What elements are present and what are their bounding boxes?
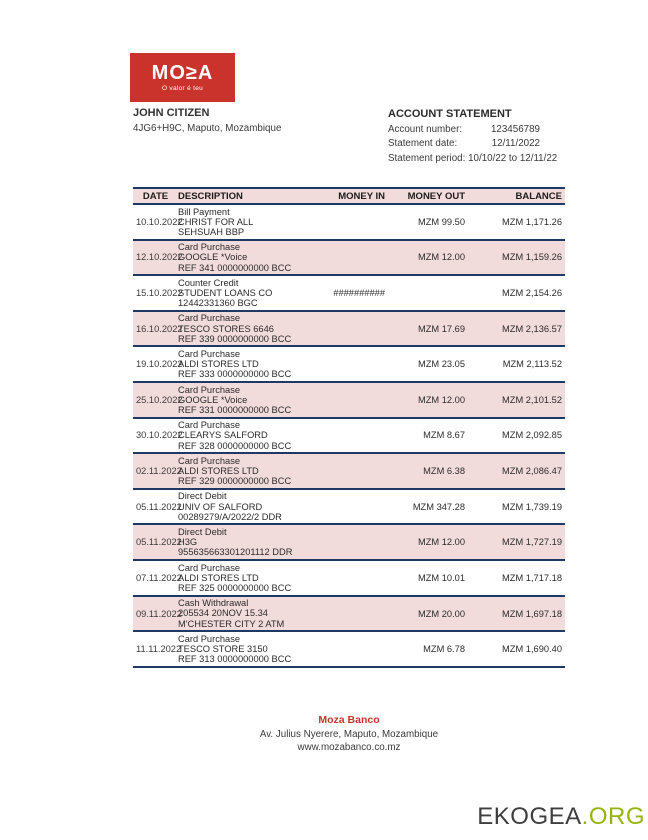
transaction-description: Card Purchase ALDI STORES LTD REF 325 0000000000 BCC: [178, 562, 292, 593]
table-row: [133, 241, 565, 277]
transaction-balance: MZM 1,690.40: [502, 644, 562, 655]
table-header-row: [133, 189, 565, 205]
customer-block: [133, 107, 281, 134]
transaction-money-in: [338, 597, 385, 631]
table-row: [133, 419, 565, 455]
transaction-description: Card Purchase ALDI STORES LTD REF 329 0000000000 BCC: [178, 455, 292, 487]
table-row: [133, 597, 565, 633]
transaction-description: Card Purchase TESCO STORE 3150 REF 313 0000000000 BCC: [178, 633, 292, 665]
bank-logo-text: MO≥A: [151, 62, 214, 84]
footer-bank-name: Moza Banco: [318, 714, 380, 726]
transaction-date: 07.11.2022: [136, 572, 182, 583]
transaction-balance: MZM 1,159.26: [502, 252, 562, 263]
transactions-table: [133, 187, 565, 668]
transaction-money-out: MZM 23.05: [417, 359, 465, 370]
transaction-description: Direct Debit UNIV OF SALFORD 00289279/A/2022/2 DDR: [178, 491, 282, 522]
transaction-money-out: [385, 276, 465, 310]
watermark-secondary: .ORG: [581, 803, 645, 830]
transaction-money-out: MZM 20.00: [417, 608, 465, 619]
header-balance: BALANCE: [515, 190, 562, 202]
ekogea-watermark: [477, 803, 645, 831]
transaction-balance: MZM 1,739.19: [502, 501, 562, 512]
transaction-balance: MZM 2,113.52: [502, 359, 562, 370]
account-number-value: 123456789: [490, 123, 540, 135]
footer-bank-website: www.mozabanco.co.mz: [297, 741, 401, 753]
statement-period-row: [388, 153, 568, 164]
statement-period-value: 10/10/22 to 12/11/22: [468, 152, 558, 164]
account-number-label: Account number:: [388, 123, 463, 135]
transaction-date: 05.11.2022: [136, 537, 182, 548]
transaction-date: 10.10.2022: [136, 216, 183, 227]
footer-bank-address: Av. Julius Nyerere, Maputo, Mozambique: [259, 728, 439, 740]
transaction-money-in: ##########: [333, 288, 385, 299]
table-row: [133, 525, 565, 561]
stylized-z-glyph: ≥: [185, 62, 198, 84]
header-money-out: MONEY OUT: [407, 190, 465, 202]
watermark-primary: EKOGEA: [477, 803, 582, 830]
transaction-date: 30.10.2022: [136, 430, 183, 441]
table-row: [133, 632, 565, 668]
header-date: DATE: [142, 190, 169, 202]
customer-name: JOHN CITIZEN: [133, 107, 210, 119]
transaction-money-in: [338, 383, 385, 417]
transaction-money-out: MZM 8.67: [423, 430, 465, 441]
transaction-date: 09.11.2022: [136, 608, 182, 619]
bank-logo: [130, 53, 235, 102]
transaction-money-out: MZM 12.00: [417, 537, 465, 548]
transaction-money-out: MZM 12.00: [417, 394, 465, 405]
account-number-row: [388, 124, 540, 135]
transaction-money-out: MZM 6.78: [423, 644, 465, 655]
transaction-money-out: MZM 17.69: [417, 323, 465, 334]
statement-info: [388, 108, 568, 164]
bank-logo-tagline: O valor é teu: [161, 85, 204, 92]
transaction-balance: MZM 2,086.47: [502, 466, 562, 477]
transaction-money-in: [338, 632, 385, 666]
transaction-money-in: [338, 312, 385, 346]
transaction-money-out: MZM 12.00: [417, 252, 465, 263]
table-row: [133, 347, 565, 383]
transaction-description: Direct Debit H3G 955635663301201112 DDR: [178, 526, 293, 558]
table-row: [133, 312, 565, 348]
statement-date-row: [388, 138, 540, 149]
table-row: [133, 454, 565, 490]
transaction-date: 19.10.2022: [136, 359, 183, 370]
transaction-description: Bill Payment CHRIST FOR ALL SEHSUAH BBP: [178, 206, 254, 237]
transaction-date: 11.11.2022: [136, 644, 182, 655]
table-row: [133, 276, 565, 312]
transaction-balance: MZM 1,171.26: [502, 216, 562, 227]
transaction-balance: MZM 2,154.26: [502, 288, 562, 299]
customer-address: 4JG6+H9C, Maputo, Mozambique: [133, 123, 282, 134]
transaction-balance: MZM 1,727.19: [502, 537, 562, 548]
transaction-money-in: [338, 419, 385, 453]
statement-date-label: Statement date:: [388, 138, 458, 149]
transaction-date: 16.10.2022: [136, 323, 183, 334]
transaction-money-out: MZM 10.01: [417, 572, 465, 583]
table-row: [133, 490, 565, 526]
header-money-in: MONEY IN: [338, 190, 385, 202]
transaction-balance: MZM 2,136.57: [502, 323, 562, 334]
transaction-money-out: MZM 347.28: [412, 501, 465, 512]
transaction-money-in: [338, 454, 385, 488]
transaction-money-in: [338, 490, 385, 524]
transaction-money-in: [338, 241, 385, 275]
transaction-description: Card Purchase TESCO STORES 6646 REF 339 0000000000 BCC: [178, 313, 292, 344]
transaction-date: 05.11.2022: [136, 501, 182, 512]
transaction-date: 02.11.2022: [136, 466, 182, 477]
transaction-description: Card Purchase CLEARYS SALFORD REF 328 0000000000 BCC: [178, 420, 292, 451]
transaction-description: Cash Withdrawal 205534 20NOV 15.34 M'CHESTER CITY 2 ATM: [178, 598, 285, 629]
transaction-money-out: MZM 6.38: [423, 466, 465, 477]
header-description: DESCRIPTION: [178, 190, 243, 202]
transaction-description: Counter Credit STUDENT LOANS CO 12442331360 BGC: [178, 277, 273, 309]
statement-title: ACCOUNT STATEMENT: [388, 108, 512, 120]
table-row: [133, 561, 565, 597]
transaction-description: Card Purchase GOOGLE *Voice REF 341 0000000000 BCC: [178, 242, 292, 273]
transaction-money-in: [338, 347, 385, 381]
transaction-balance: MZM 1,717.18: [502, 572, 562, 583]
statement-date-value: 12/11/2022: [491, 138, 540, 149]
transaction-balance: MZM 2,101.52: [502, 394, 562, 405]
transaction-money-in: [338, 525, 385, 559]
transaction-date: 25.10.2022: [136, 394, 183, 405]
transaction-description: Card Purchase GOOGLE *Voice REF 331 0000000000 BCC: [178, 384, 292, 415]
table-body: [133, 205, 565, 668]
transaction-description: Card Purchase ALDI STORES LTD REF 333 0000000000 BCC: [178, 348, 292, 380]
transaction-balance: MZM 2,092.85: [502, 430, 562, 441]
transaction-money-out: MZM 99.50: [417, 216, 465, 227]
table-row: [133, 383, 565, 419]
statement-footer: [133, 714, 565, 753]
transaction-money-in: [338, 561, 385, 595]
table-row: [133, 205, 565, 241]
transaction-balance: MZM 1,697.18: [502, 608, 562, 619]
transaction-date: 15.10.2022: [136, 288, 183, 299]
transaction-money-in: [338, 205, 385, 239]
statement-period-label: Statement period:: [388, 152, 466, 164]
transaction-date: 12.10.2022: [136, 252, 183, 263]
